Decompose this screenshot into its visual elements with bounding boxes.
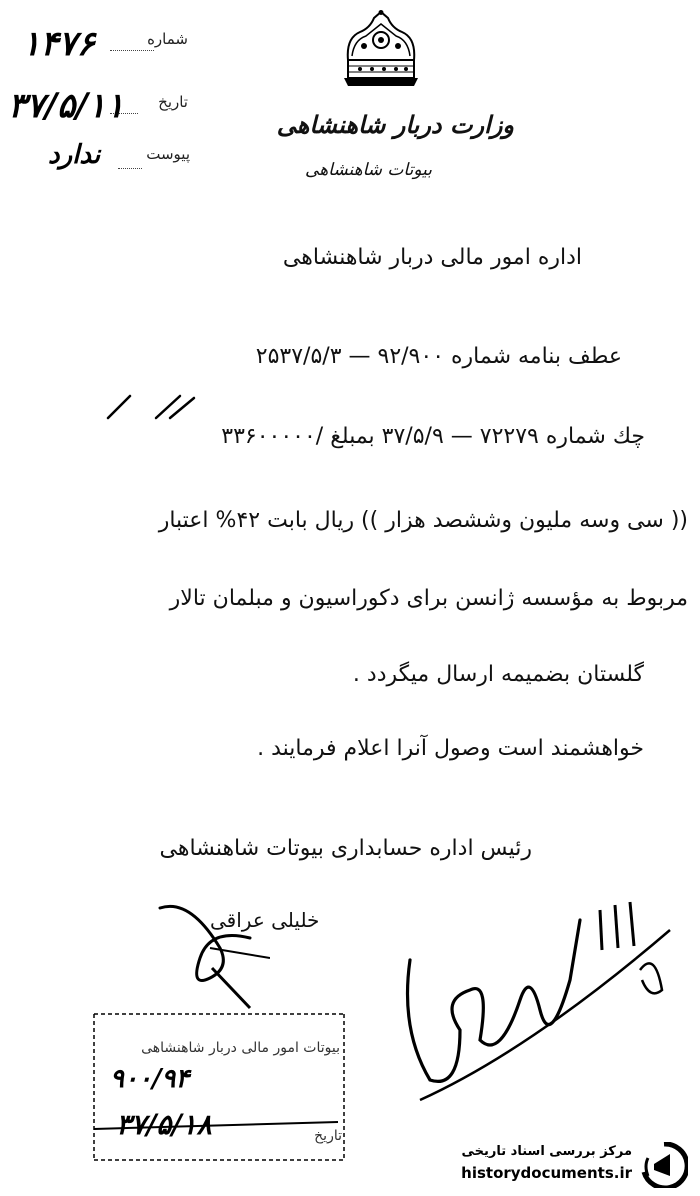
date-label: تاریخ xyxy=(158,93,188,111)
stamp-org: بیوتات امور مالی دربار شاهنشاهی xyxy=(141,1040,340,1056)
number-dots xyxy=(110,50,154,51)
stamp-date-value: ۳۷/۵/۱۸ xyxy=(116,1108,212,1141)
number-label: شماره xyxy=(147,30,188,48)
attachment-value: ندارد xyxy=(48,140,101,170)
amount-words-line: (( سی وسه ملیون وششصد هزار )) ریال بابت ۴۲% اعتبار xyxy=(158,508,688,533)
enclosure-line: گلستان بضمیمه ارسال میگردد . xyxy=(352,662,644,687)
attachment-dots xyxy=(118,168,142,169)
main-signature xyxy=(380,880,680,1134)
stamp-number: ۹۰۰/۹۴ xyxy=(110,1064,190,1094)
cheque-line: چك شماره ۷۲۲۷۹ — ۳۷/۵/۹ بمبلغ /۳۳۶۰۰۰۰۰ xyxy=(221,424,645,449)
number-value: ۱۴۷۶ xyxy=(22,24,96,64)
initial-signature-scribble xyxy=(150,888,270,1022)
attachment-label: پیوست xyxy=(146,145,190,163)
archive-org-name: مرکز بررسی اسناد تاریخی xyxy=(461,1144,632,1159)
archive-logo xyxy=(420,1142,690,1188)
stamp-date-label: تاریخ xyxy=(314,1128,342,1144)
received-stamp xyxy=(88,1012,350,1162)
department-title: بیوتات شاهنشاهی xyxy=(305,160,432,180)
signatory-name: خلیلی عراقی xyxy=(210,908,320,932)
archive-emblem-icon xyxy=(640,1142,688,1192)
signatory-title: رئیس اداره حسابداری بیوتات شاهنشاهی xyxy=(159,836,532,861)
ministry-title: وزارت دربار شاهنشاهی xyxy=(276,110,514,139)
date-value: ۳۷/۵/۱۱ xyxy=(8,86,125,126)
purpose-line: مربوط به مؤسسه ژانسن برای دکوراسیون و مبلمان تالار xyxy=(169,586,688,611)
request-line: خواهشمند است وصول آنرا اعلام فرمایند . xyxy=(257,736,644,761)
reference-line: عطف بنامه شماره ۹۲/۹۰۰ — ۲۵۳۷/۵/۳ xyxy=(255,344,622,369)
addressee: اداره امور مالی دربار شاهنشاهی xyxy=(282,245,582,270)
crown-emblem-icon xyxy=(340,10,422,88)
archive-url: historydocuments.ir xyxy=(461,1164,632,1182)
strike-marks xyxy=(100,392,210,426)
